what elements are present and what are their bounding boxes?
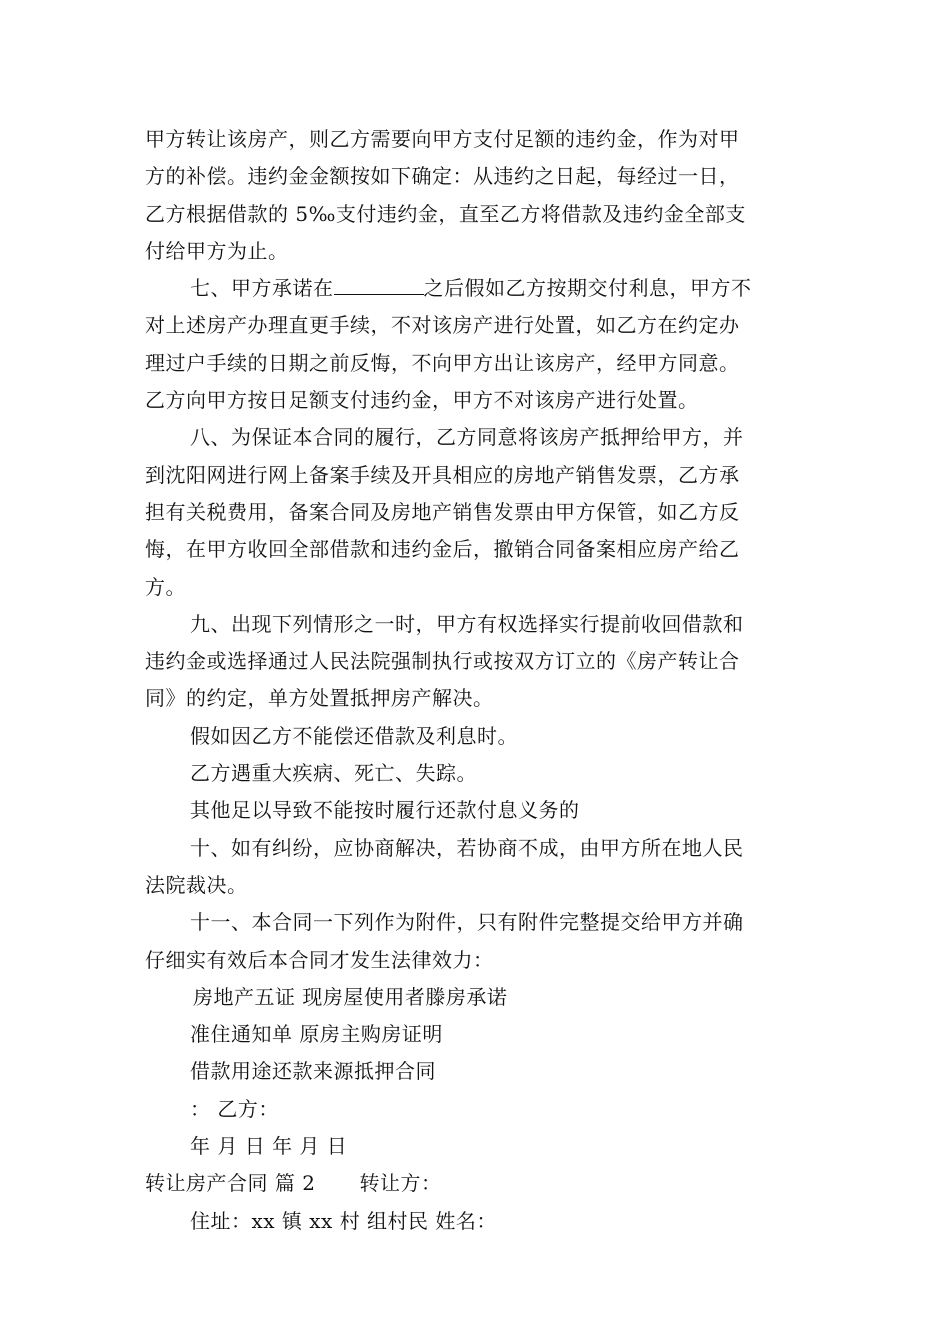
clause-7-line: [145, 270, 810, 307]
condition-item: 其他足以导致不能按时履行还款付息义务的: [190, 798, 580, 823]
clause-9-line: 九、出现下列情形之一时，甲方有权选择实行提前收回借款和: [190, 611, 744, 636]
attachment-item: 借款用途还款来源抵押合同: [190, 1059, 436, 1084]
attachment-item: 房地产五证 现房屋使用者滕房承诺: [193, 984, 508, 1009]
text-line: 付给甲方为止。: [145, 238, 289, 263]
clause-11-line: 十一、本合同一下列作为附件，只有附件完整提交给甲方并确: [190, 910, 744, 935]
text-line: 方的补偿。违约金金额按如下确定：从违约之日起，每经过一日，: [145, 164, 740, 189]
section-heading-line: [145, 1165, 810, 1202]
text-line: 对上述房产办理直更手续，不对该房产进行处置，如乙方在约定办: [145, 313, 740, 338]
text-line: 方。: [145, 574, 186, 599]
text-line: 到沈阳网进行网上备案手续及开具相应的房地产销售发票，乙方承: [145, 462, 740, 487]
clause-7-text-a: 七、甲方承诺在: [190, 276, 334, 301]
text-line: 乙方根据借款的 5‰支付违约金，直至乙方将借款及违约金全部支: [145, 201, 746, 226]
signature-line: ： 乙方：: [190, 1096, 279, 1121]
date-line: 年 月 日 年 月 日: [190, 1134, 348, 1159]
section-title: 转让房产合同 篇 2: [145, 1171, 316, 1196]
text-line: 违约金或选择通过人民法院强制执行或按双方订立的《房产转让合: [145, 649, 740, 674]
text-line: 理过户手续的日期之前反悔，不向甲方出让该房产，经甲方同意。: [145, 350, 740, 375]
condition-item: 乙方遇重大疾病、死亡、失踪。: [190, 761, 477, 786]
text-line: 仔细实有效后本合同才发生法律效力：: [145, 947, 494, 972]
text-line: 法院裁决。: [145, 872, 248, 897]
text-line: 悔，在甲方收回全部借款和违约金后，撤销合同备案相应房产给乙: [145, 537, 740, 562]
address-line: 住址：xx 镇 xx 村 组村民 姓名：: [190, 1208, 497, 1233]
condition-item: 假如因乙方不能偿还借款及利息时。: [190, 723, 518, 748]
attachment-item: 准住通知单 原房主购房证明: [190, 1022, 443, 1047]
text-line: 乙方向甲方按日足额支付违约金，甲方不对该房产进行处置。: [145, 388, 699, 413]
text-line: 担有关税费用，备案合同及房地产销售发票由甲方保管，如乙方反: [145, 499, 740, 524]
text-line: 甲方转让该房产，则乙方需要向甲方支付足额的违约金，作为对甲: [145, 127, 740, 151]
contract-body: [145, 121, 810, 1240]
clause-10-line: 十、如有纠纷，应协商解决，若协商不成，由甲方所在地人民: [190, 835, 744, 860]
fill-in-blank: [334, 274, 424, 295]
text-line: 同》的约定，单方处置抵押房产解决。: [145, 686, 494, 711]
transferor-label: 转让方：: [359, 1171, 442, 1196]
clause-7-text-b: 之后假如乙方按期交付利息，甲方不: [423, 276, 752, 301]
clause-8-line: 八、为保证本合同的履行，乙方同意将该房产抵押给甲方，并: [190, 425, 744, 450]
